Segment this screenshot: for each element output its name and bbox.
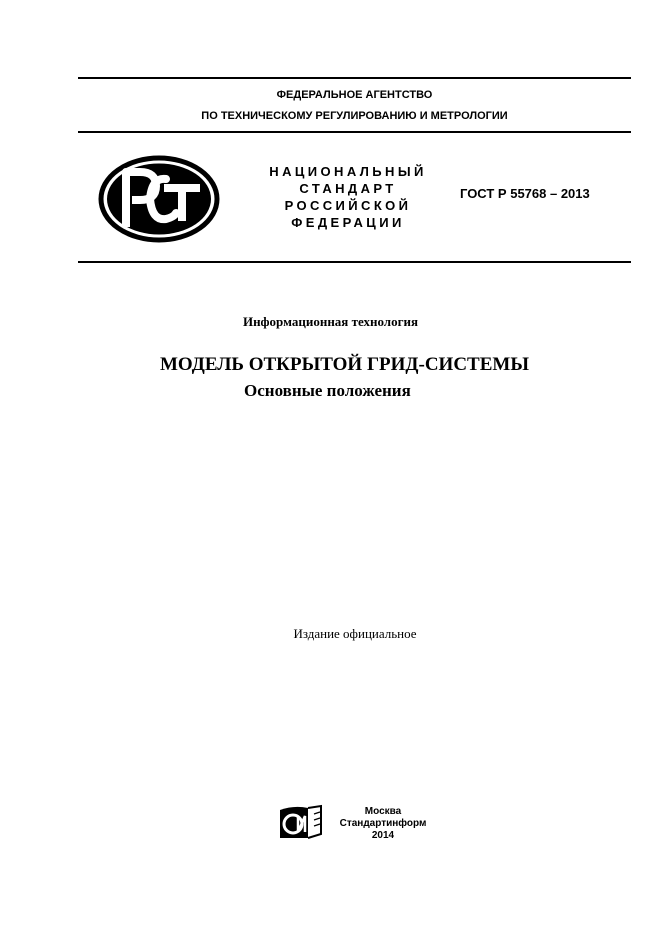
publisher-logo-icon [278,804,324,840]
publisher-year: 2014 [371,830,395,841]
national-standard-label [243,163,453,231]
header-rule [78,131,631,133]
rst-logo-icon [98,155,220,243]
standard-label-line: СТАНДАРТ [299,181,397,196]
agency-line-1: ФЕДЕРАЛЬНОЕ АГЕНТСТВО [276,89,433,101]
document-title: МОДЕЛЬ ОТКРЫТОЙ ГРИД-СИСТЕМЫ [160,354,529,375]
agency-line-2: ПО ТЕХНИЧЕСКОМУ РЕГУЛИРОВАНИЮ И МЕТРОЛОГИИ [201,110,508,122]
standard-rule [78,261,631,263]
top-rule [78,77,631,79]
standard-label-line: ФЕДЕРАЦИИ [291,215,405,230]
publisher-name: Стандартинформ [339,818,427,829]
publisher-city: Москва [364,806,402,817]
document-subtitle: Основные положения [244,381,411,400]
standard-label-line: РОССИЙСКОЙ [284,198,412,213]
document-subject: Информационная технология [242,314,419,329]
edition-label: Издание официальное [293,626,417,641]
standard-label-line: НАЦИОНАЛЬНЫЙ [269,164,427,179]
publisher-block [333,806,433,842]
standard-code: ГОСТ Р 55768 – 2013 [460,186,590,201]
